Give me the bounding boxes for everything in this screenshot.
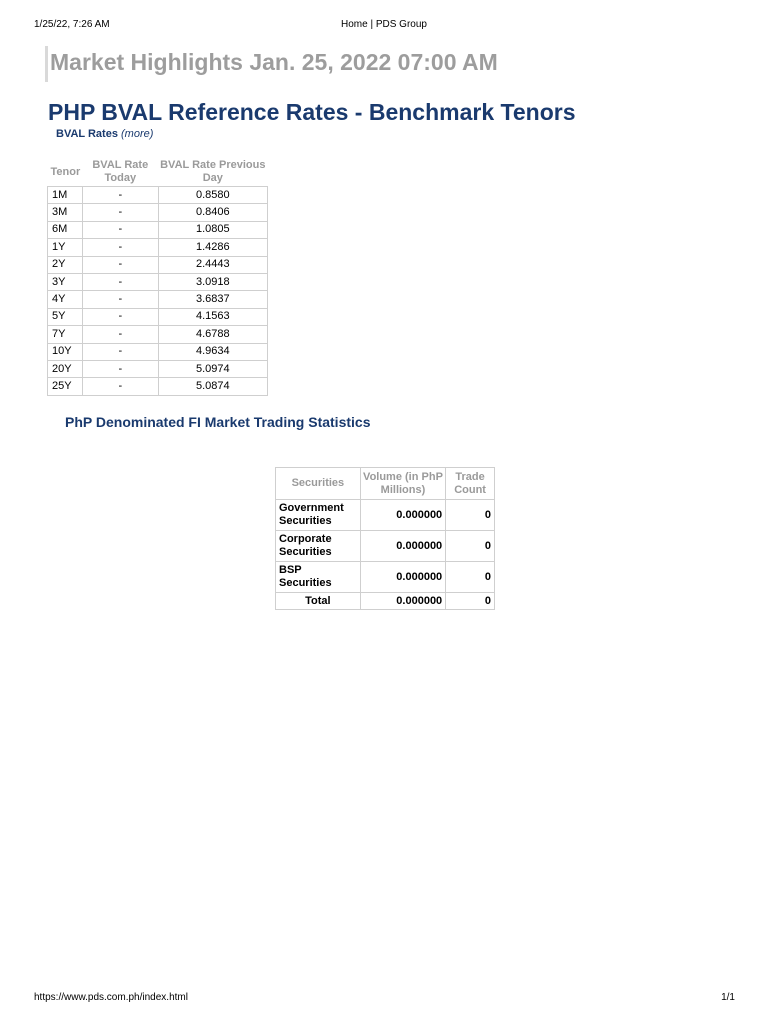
table-row (48, 221, 268, 238)
trade-count-cell: 0 (446, 531, 495, 562)
table-row (48, 187, 268, 204)
tenor-cell: 3Y (48, 273, 83, 290)
volume-cell: 0.000000 (360, 500, 445, 531)
total-row (276, 593, 495, 610)
tenor-cell: 10Y (48, 343, 83, 360)
rate-previous-cell: 3.0918 (158, 273, 267, 290)
bval-section-title: PHP BVAL Reference Rates - Benchmark Tenors (48, 99, 576, 125)
rate-previous-cell: 0.8580 (158, 187, 267, 204)
table-row (48, 378, 268, 395)
total-volume-cell: 0.000000 (360, 593, 445, 610)
table-row (48, 360, 268, 377)
print-url: https://www.pds.com.ph/index.html (34, 992, 188, 1003)
rate-previous-cell: 1.0805 (158, 221, 267, 238)
rate-previous-cell: 4.9634 (158, 343, 267, 360)
rate-today-cell: - (82, 273, 158, 290)
rate-previous-cell: 4.1563 (158, 308, 267, 325)
rate-previous-cell: 1.4286 (158, 239, 267, 256)
rate-today-header: BVAL Rate Today (92, 159, 149, 184)
rate-today-cell: - (82, 256, 158, 273)
rate-today-cell: - (82, 326, 158, 343)
rate-today-cell: - (82, 360, 158, 377)
print-page-title: Home | PDS Group (341, 19, 427, 30)
volume-header: Volume (in PhP Millions) (360, 468, 445, 500)
print-footer (0, 992, 768, 1006)
securities-header: Securities (276, 468, 361, 500)
trade-count-header: Trade Count (446, 468, 495, 500)
bval-more-link[interactable]: (more) (121, 128, 154, 140)
trade-count-cell: 0 (446, 562, 495, 593)
table-row (276, 500, 495, 531)
bval-rates-table (47, 158, 268, 396)
trading-stats-title: PhP Denominated FI Market Trading Statistics (65, 414, 371, 430)
rate-today-cell: - (82, 187, 158, 204)
rate-previous-cell: 3.6837 (158, 291, 267, 308)
tenor-cell: 25Y (48, 378, 83, 395)
total-label-cell: Total (276, 593, 361, 610)
tenor-header: Tenor (50, 165, 81, 178)
table-row (48, 291, 268, 308)
rate-today-cell: - (82, 378, 158, 395)
table-row (48, 343, 268, 360)
tenor-cell: 7Y (48, 326, 83, 343)
table-row (48, 326, 268, 343)
rate-previous-header: BVAL Rate Previous Day (160, 159, 266, 184)
securities-cell: Corporate Securities (276, 531, 361, 562)
table-row (48, 273, 268, 290)
rate-today-cell: - (82, 291, 158, 308)
rate-today-cell: - (82, 221, 158, 238)
print-header (0, 19, 768, 33)
market-highlights-title: Market Highlights Jan. 25, 2022 07:00 AM (50, 49, 498, 75)
tenor-cell: 1M (48, 187, 83, 204)
trading-stats-table (275, 467, 495, 610)
rate-today-cell: - (82, 308, 158, 325)
print-datetime: 1/25/22, 7:26 AM (34, 19, 110, 30)
rate-previous-cell: 4.6788 (158, 326, 267, 343)
stats-header-row (276, 468, 495, 500)
securities-cell: Government Securities (276, 500, 361, 531)
tenor-cell: 20Y (48, 360, 83, 377)
securities-cell: BSP Securities (276, 562, 361, 593)
highlight-accent-bar (45, 46, 48, 82)
volume-cell: 0.000000 (360, 531, 445, 562)
bval-rates-label: BVAL Rates (56, 128, 118, 140)
print-page-number: 1/1 (721, 992, 735, 1003)
table-row (276, 562, 495, 593)
rate-previous-cell: 5.0874 (158, 378, 267, 395)
rate-previous-cell: 2.4443 (158, 256, 267, 273)
rate-today-cell: - (82, 343, 158, 360)
tenor-cell: 1Y (48, 239, 83, 256)
tenor-cell: 4Y (48, 291, 83, 308)
rate-previous-cell: 5.0974 (158, 360, 267, 377)
bval-rates-caption (56, 128, 153, 140)
table-row (48, 204, 268, 221)
tenor-cell: 2Y (48, 256, 83, 273)
total-count-cell: 0 (446, 593, 495, 610)
table-row (48, 308, 268, 325)
table-row (48, 256, 268, 273)
rate-today-cell: - (82, 204, 158, 221)
tenor-cell: 6M (48, 221, 83, 238)
table-row (48, 239, 268, 256)
table-row (276, 531, 495, 562)
tenor-cell: 5Y (48, 308, 83, 325)
trade-count-cell: 0 (446, 500, 495, 531)
bval-header-row (48, 158, 268, 187)
rate-previous-cell: 0.8406 (158, 204, 267, 221)
volume-cell: 0.000000 (360, 562, 445, 593)
rate-today-cell: - (82, 239, 158, 256)
tenor-cell: 3M (48, 204, 83, 221)
